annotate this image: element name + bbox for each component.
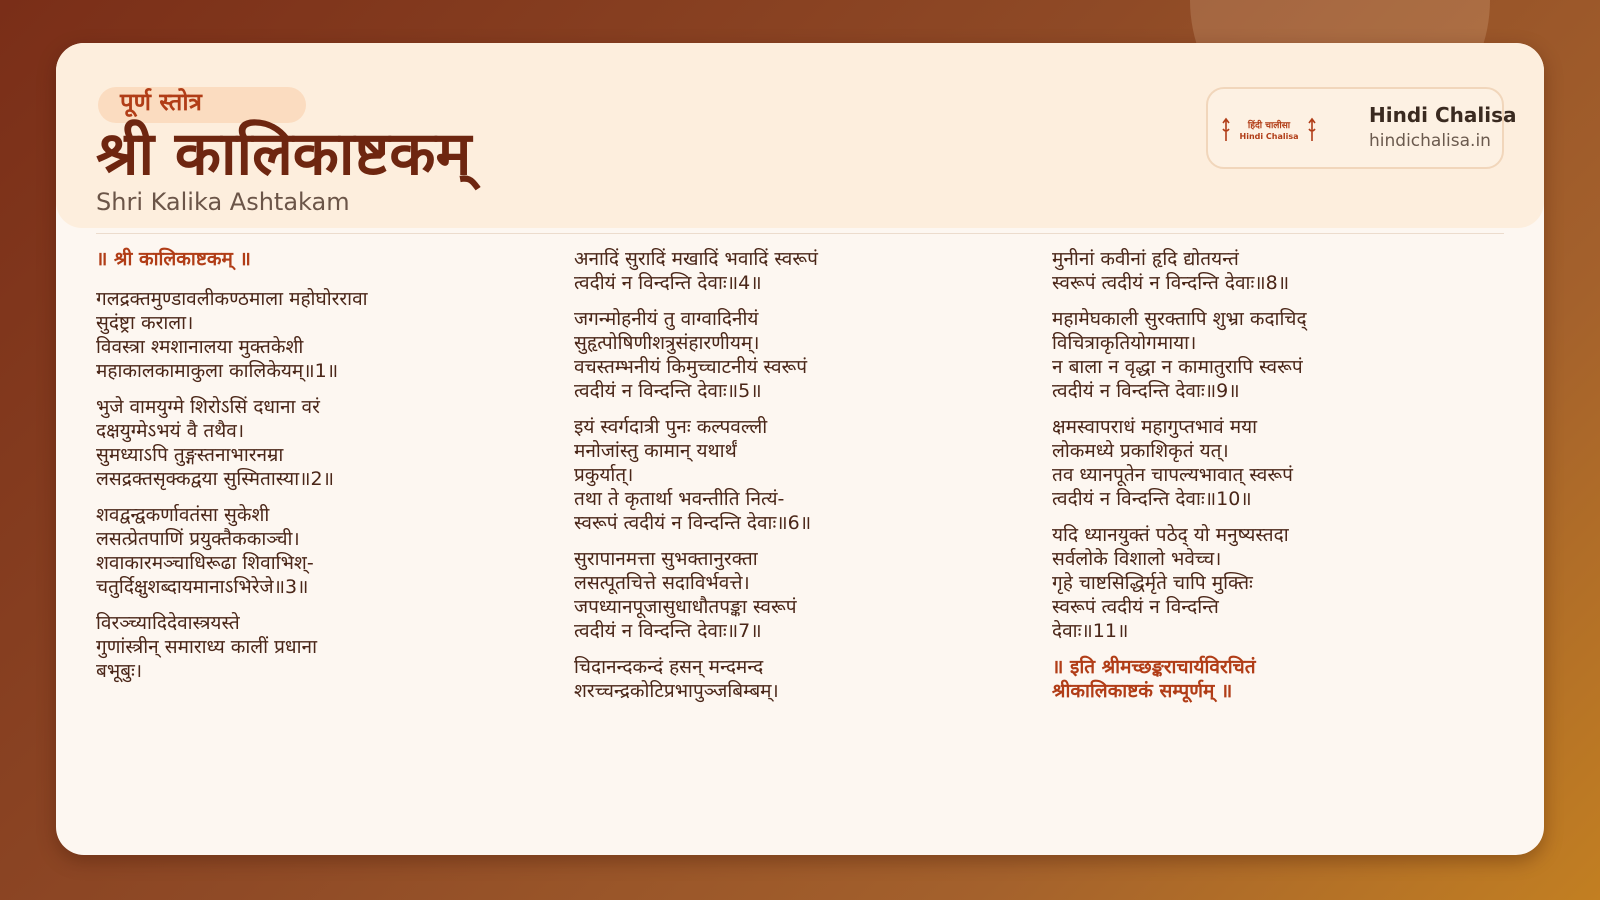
- brand-badge[interactable]: [1206, 87, 1517, 169]
- verse-block: [96, 503, 516, 599]
- verse-line: विचित्राकृतियोगमाया।: [1052, 332, 1197, 354]
- closing-line: ॥ इति श्रीमच्छङ्कराचार्यविरचितं: [1052, 656, 1256, 678]
- header-divider: [96, 233, 1504, 234]
- verse-line: त्वदीयं न विन्दन्ति देवाः॥10॥: [1052, 488, 1252, 510]
- brand-url[interactable]: hindichalisa.in: [1369, 131, 1491, 151]
- verse-line: स्वरूपं त्वदीयं न विन्दन्ति देवाः॥8॥: [1052, 272, 1290, 294]
- brand-logo-icon: [1220, 115, 1318, 145]
- verse-line: स्वरूपं त्वदीयं न विन्दन्ति देवाः॥6॥: [574, 512, 812, 534]
- verse-line: त्वदीयं न विन्दन्ति देवाः॥4॥: [574, 272, 762, 294]
- verse-line: लोकमध्ये प्रकाशिकृतं यत्।: [1052, 440, 1229, 462]
- verse-line: त्वदीयं न विन्दन्ति देवाः॥5॥: [574, 380, 762, 402]
- stotra-column-3: [1052, 247, 1472, 703]
- verse-line: न बाला न वृद्धा न कामातुरापि स्वरूपं: [1052, 356, 1303, 378]
- verse-block: [574, 247, 994, 295]
- verse-line: चतुर्दिक्षुशब्दायमानाऽभिरेजे॥3॥: [96, 576, 309, 598]
- verse-line: सुहृत्पोषिणीशत्रुसंहारणीयम्।: [574, 332, 760, 354]
- stotra-column-2: [574, 247, 994, 715]
- verse-line: शवद्वन्द्वकर्णावतंसा सुकेशी: [96, 504, 270, 526]
- verse-line: गलद्रक्तमुण्डावलीकण्ठमाला महोघोररावा: [96, 288, 368, 310]
- verse-line: विवस्त्रा श्मशानालया मुक्तकेशी: [96, 336, 304, 358]
- verse-line: बभूबुः।: [96, 660, 143, 682]
- verse-line: सुरापानमत्ता सुभक्तानुरक्ता: [574, 548, 758, 570]
- verse-line: मुनीनां कवीनां हृदि द्योतयन्तं: [1052, 248, 1239, 270]
- verse-block: [96, 287, 516, 383]
- verse-line: शरच्चन्द्रकोटिप्रभापुञ्जबिम्बम्।: [574, 680, 779, 702]
- header-panel: [56, 43, 1544, 228]
- verse-line: गृहे चाष्टसिद्धिर्मृते चापि मुक्तिः: [1052, 572, 1253, 594]
- verse-line: शवाकारमञ्चाधिरूढा शिवाभिश्-: [96, 552, 314, 574]
- category-label: पूर्ण स्तोत्र: [120, 88, 202, 116]
- verse-line: भुजे वामयुग्मे शिरोऽसिं दधाना वरं: [96, 396, 320, 418]
- verse-line: सुमध्याऽपि तुङ्गस्तनाभारनम्रा: [96, 444, 284, 466]
- verse-line: तव ध्यानपूतेन चापल्यभावात् स्वरूपं: [1052, 464, 1293, 486]
- verse-line: सर्वलोके विशालो भवेच्च।: [1052, 548, 1222, 570]
- verse-line: इयं स्वर्गदात्री पुनः कल्पवल्ली: [574, 416, 768, 438]
- verse-line: विरञ्च्यादिदेवास्त्रयस्ते: [96, 612, 240, 634]
- verse-line: मनोजांस्तु कामान् यथार्थं: [574, 440, 737, 462]
- closing-line: श्रीकालिकाष्टकं सम्पूर्णम् ॥: [1052, 680, 1233, 702]
- verse-line: क्षमस्वापराधं महागुप्तभावं मया: [1052, 416, 1258, 438]
- verse-line: त्वदीयं न विन्दन्ति देवाः॥7॥: [574, 620, 762, 642]
- verse-block: [96, 395, 516, 491]
- verse-line: लसत्पूतचित्ते सदाविर्भवत्ते।: [574, 572, 750, 594]
- verse-line: चिदानन्दकन्दं हसन् मन्दमन्द: [574, 656, 764, 678]
- verse-block: [1052, 523, 1472, 643]
- verse-line: अनादिं सुरादिं मखादिं भवादिं स्वरूपं: [574, 248, 818, 270]
- verse-line: यदि ध्यानयुक्तं पठेद् यो मनुष्यस्तदा: [1052, 524, 1289, 546]
- page-subtitle: Shri Kalika Ashtakam: [96, 188, 350, 216]
- verse-line: महामेघकाली सुरक्तापि शुभ्रा कदाचिद्: [1052, 308, 1307, 330]
- stotra-heading: ॥ श्री कालिकाष्टकम् ॥: [96, 248, 251, 270]
- verse-line: तथा ते कृतार्था भवन्तीति नित्यं-: [574, 488, 785, 510]
- verse-block: [574, 655, 994, 703]
- verse-block: [574, 547, 994, 643]
- verse-line: त्वदीयं न विन्दन्ति देवाः॥9॥: [1052, 380, 1240, 402]
- verse-line: लसद्रक्तसृक्कद्वया सुस्मितास्या॥2॥: [96, 468, 334, 490]
- verse-line: जगन्मोहनीयं तु वाग्वादिनीयं: [574, 308, 759, 330]
- verse-line: गुणांस्त्रीन् समाराध्य कालीं प्रधाना: [96, 636, 318, 658]
- content-card: [56, 43, 1544, 855]
- verse-line: वचस्तम्भनीयं किमुच्चाटनीयं स्वरूपं: [574, 356, 808, 378]
- verse-line: सुदंष्ट्रा कराला।: [96, 312, 194, 334]
- verse-block: [574, 307, 994, 403]
- verse-line: लसत्प्रेतपाणिं प्रयुक्तैककाञ्ची।: [96, 528, 300, 550]
- brand-logo-text-bottom: Hindi Chalisa: [1239, 132, 1299, 141]
- verse-block: [1052, 307, 1472, 403]
- page-title: श्री कालिकाष्टकम्: [96, 119, 472, 189]
- verse-line: जपध्यानपूजासुधाधौतपङ्का स्वरूपं: [574, 596, 797, 618]
- verse-block: [1052, 247, 1472, 295]
- verse-line: देवाः॥11॥: [1052, 620, 1129, 642]
- stotra-column-1: [96, 247, 516, 695]
- verse-line: दक्षयुग्मेऽभयं वै तथैव।: [96, 420, 245, 442]
- verse-block: [1052, 415, 1472, 511]
- brand-name: Hindi Chalisa: [1369, 103, 1517, 127]
- brand-logo-text-top: हिंदी चालीसा: [1247, 121, 1291, 131]
- verse-line: महाकालकामाकुला कालिकेयम्॥1॥: [96, 360, 339, 382]
- verse-line: स्वरूपं त्वदीयं न विन्दन्ति: [1052, 596, 1219, 618]
- verse-block: [574, 415, 994, 535]
- verse-block: [96, 611, 516, 683]
- verse-line: प्रकुर्यात्।: [574, 464, 634, 486]
